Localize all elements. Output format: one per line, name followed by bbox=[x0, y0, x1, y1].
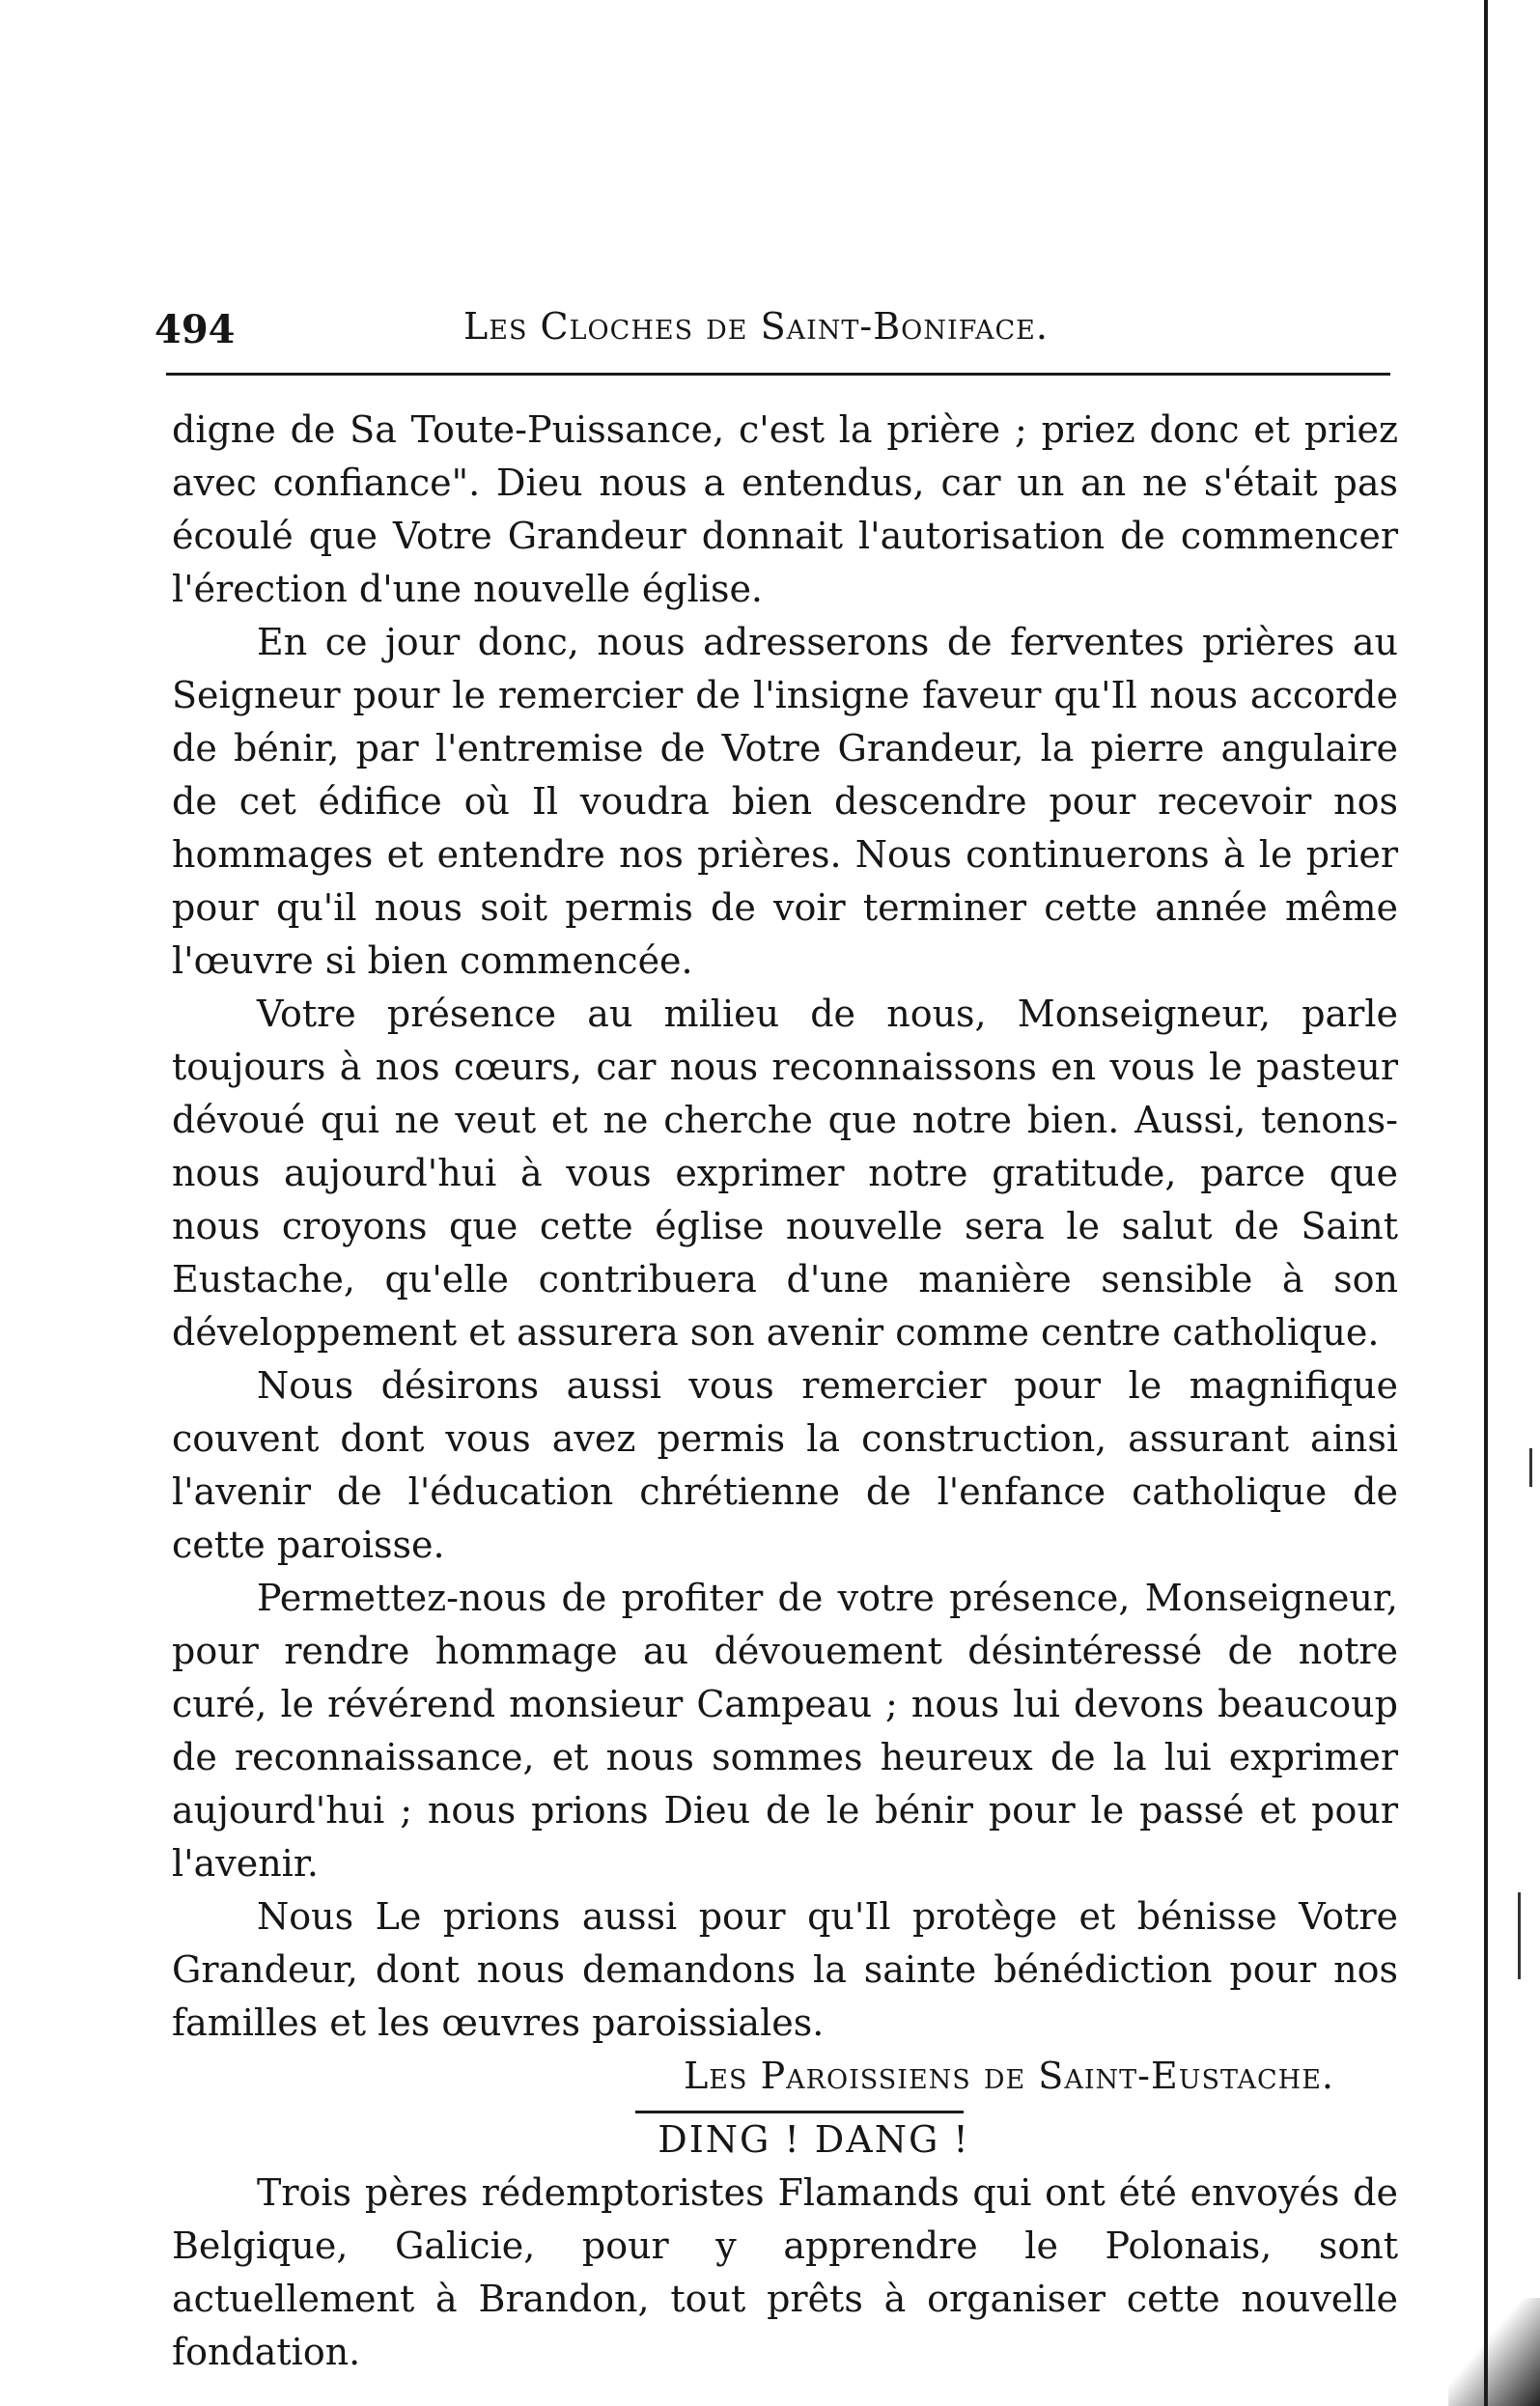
paragraph: digne de Sa Toute-Puissance, c'est la prière ; priez donc et priez avec confiance". Dieu nous a entendus, car un an ne s'était pas écoulé que Votre Grandeur donnait l'autorisation de commencer l'érection d'une nouvelle église. bbox=[172, 408, 1398, 610]
body-text bbox=[172, 404, 1398, 2379]
paragraph: Permettez-nous de profiter de votre présence, Monseigneur, pour rendre hommage au dévouement désintéressé de notre curé, le révérend monsieur Campeau ; nous lui devons beaucoup de reconnaissance, et nous sommes heureux de la lui exprimer aujourd'hui ; nous prions Dieu de le bénir pour le passé et pour l'avenir. bbox=[172, 1577, 1398, 1885]
margin-mark bbox=[1518, 1892, 1521, 1979]
header-rule bbox=[166, 373, 1390, 376]
section-paragraph: Trois pères rédemptoristes Flamands qui ont été envoyés de Belgique, Galicie, pour y apprendre le Polonais, sont actuellement à Brandon, tout prêts à organiser cette nouvelle fondation. bbox=[172, 2171, 1398, 2373]
signature: Les Paroissiens de Saint-Eustache. bbox=[684, 2055, 1334, 2097]
margin-mark bbox=[1529, 1448, 1532, 1487]
page-number: 494 bbox=[154, 307, 236, 352]
paragraph: Nous Le prions aussi pour qu'Il protège et bénisse Votre Grandeur, dont nous demandons la sainte bénédiction pour nos familles et les œuvres paroissiales. bbox=[172, 1895, 1398, 2044]
page-header bbox=[154, 297, 1388, 365]
paragraph: Nous désirons aussi vous remercier pour le magnifique couvent dont vous avez permis la construction, assurant ainsi l'avenir de l'éducation chrétienne de l'enfance catholique de cette paroisse. bbox=[172, 1364, 1398, 1566]
page-corner-shadow bbox=[1448, 2298, 1540, 2406]
page-binding-edge bbox=[1484, 0, 1488, 2406]
running-title: Les Cloches de Saint-Boniface. bbox=[463, 305, 1049, 348]
paragraph: En ce jour donc, nous adresserons de ferventes prières au Seigneur pour le remercier de l'insigne faveur qu'Il nous accorde de bénir, par l'entremise de Votre Grandeur, la pierre angulaire de cet édifice où Il voudra bien descendre pour recevoir nos hommages et entendre nos prières. Nous continuerons à le prier pour qu'il nous soit permis de voir terminer cette année même l'œuvre si bien commencée. bbox=[172, 621, 1398, 982]
paragraph: Votre présence au milieu de nous, Monseigneur, parle toujours à nos cœurs, car nous reconnaissons en vous le pasteur dévoué qui ne veut et ne cherche que notre bien. Aussi, tenons-nous aujourd'hui à vous exprimer notre gratitude, parce que nous croyons que cette église nouvelle sera le salut de Saint Eustache, qu'elle contribuera d'une manière sensible à son développement et assurera son avenir comme centre catholique. bbox=[172, 993, 1398, 1354]
section-title: DING ! DANG ! bbox=[658, 2118, 970, 2161]
